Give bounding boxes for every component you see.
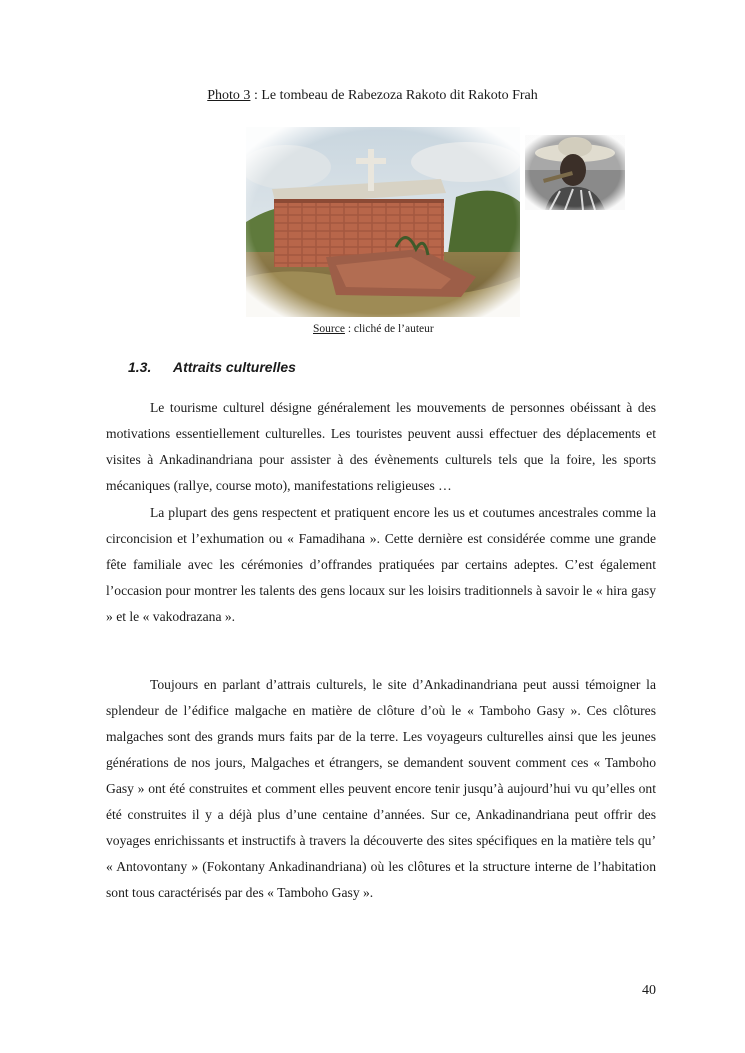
source-text: : cliché de l’auteur xyxy=(344,323,434,335)
source-line xyxy=(313,323,434,335)
paragraph-customs: La plupart des gens respectent et pratiquent encore les us et coutumes ancestrales comme la circoncision et l’exhumation ou « Famadihana ». Cette dernière est considérée comme une grande fête familiale avec les cérémonies d’offrandes pratiquées par certains adeptes. C’est également l’occasion pour montrer les talents des gens locaux sur les loisirs traditionnels à savoir le « hira gasy » et le « vakodrazana ». xyxy=(106,505,656,624)
photo-caption-text: : Le tombeau de Rabezoza Rakoto dit Rakoto Frah xyxy=(250,88,538,103)
photo-tomb-with-cross xyxy=(246,127,520,317)
paragraph-cultural-tourism: Le tourisme culturel désigne généralement les mouvements de personnes obéissant à des motivations essentiellement culturelles. Les touristes peuvent aussi effectuer des déplacements et visites à Ankadinandriana pour assister à des évènements culturels tels que la foire, les sports mécaniques (rallye, course moto), manifestations religieuses … xyxy=(106,400,656,493)
section-heading xyxy=(128,359,296,375)
page-number: 40 xyxy=(642,983,656,998)
paragraph-tamboho-gasy: Toujours en parlant d’attrais culturels, le site d’Ankadinandriana peut aussi témoigner la splendeur de l’édifice malgache en matière de clôture d’où le « Tamboho Gasy ». Ces clôtures malgaches sont des grands murs faits par de la terre. Les voyageurs culturelles ainsi que les jeunes générations de nos jours, Malgaches et étrangers, se demandent souvent comment ces « Tamboho Gasy » ont été construites et comment elles peuvent encore tenir jusqu’à aujourd’hui vu qu’elles ont été construites il y a déjà plus d’une centaine d’années. Sur ce, Ankadinandriana peut offrir des voyages enrichissants et instructifs à travers la découverte des sites spécifiques en la matière tels qu’ « Antovontany » (Fokontany Ankadinandriana) où les clôtures et la structure interne de l’habitation sont tous caractérisés par des « Tamboho Gasy ». xyxy=(106,677,656,900)
source-label: Source xyxy=(313,323,345,335)
photo-man-playing-flute xyxy=(525,135,625,210)
photo-caption-label: Photo 3 xyxy=(207,88,251,103)
photo-caption xyxy=(0,88,745,104)
section-title: Attraits culturelles xyxy=(173,359,296,375)
section-number: 1.3. xyxy=(128,359,152,375)
